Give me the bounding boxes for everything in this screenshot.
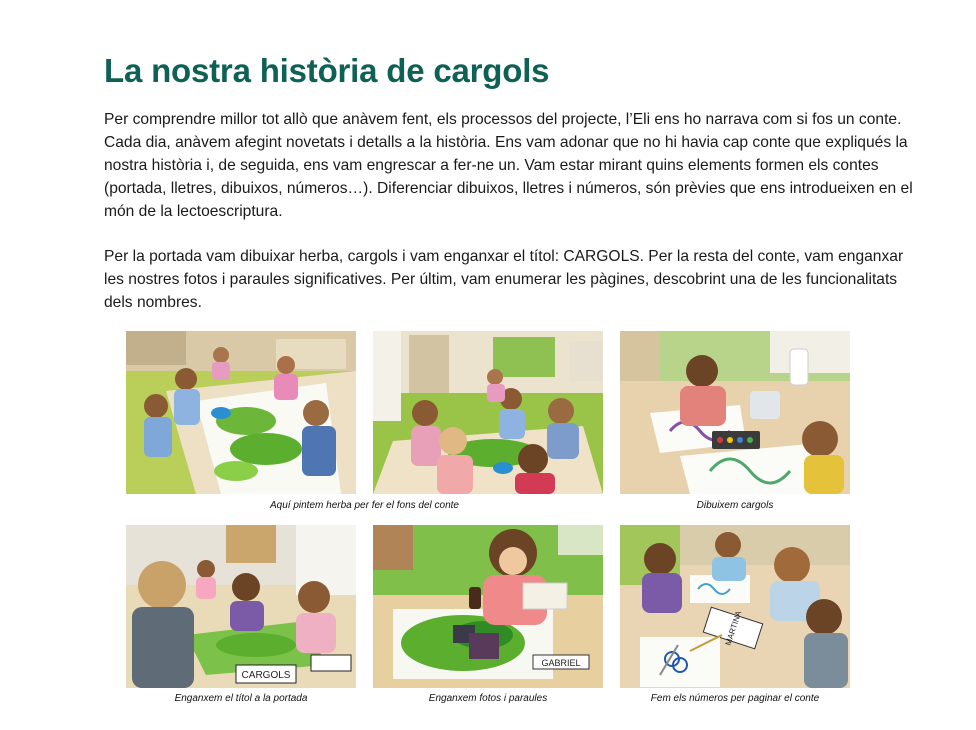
page-title: La nostra història de cargols — [104, 52, 550, 89]
photo-gluing-photos — [373, 525, 603, 688]
caption-row1-right: Dibuixem cargols — [696, 500, 774, 511]
photo-label-martina: MARTINA — [723, 609, 744, 647]
photo-label-cargols: CARGOLS — [241, 670, 291, 681]
photo-gluing-title — [126, 525, 356, 688]
caption-row1-left-center: Aquí pintem herba per fer el fons del conte — [269, 500, 459, 511]
photo-drawing-snails — [620, 331, 850, 494]
photo-painting-grass-1 — [126, 331, 356, 494]
photo-painting-grass-2 — [373, 331, 603, 494]
paragraph-intro: Per comprendre millor tot allò que anàvem fent, els processos del projecte, l’Eli ens ho narrava com si fos un conte. Cada dia, anàvem afegint novetats i detalls a la història. Ens vam adonar que no hi havia cap conte que expliqués la nostra història i, de seguida, ens vam engrescar a fer-ne un. Vam estar mirant quins elements formen els contes (portada, lletres, dibuixos, números…). Diferenciar dibuixos, lletres i números, són prèvies que ens introdueixen en el món de la lectoescriptura. — [104, 111, 913, 220]
caption-row2-left: Enganxem el títol a la portada — [174, 693, 308, 704]
caption-row2-center: Enganxem fotos i paraules — [428, 693, 548, 704]
photo-label-gabriel: GABRIEL — [541, 658, 581, 668]
photo-page-numbers — [620, 525, 850, 688]
caption-row2-right: Fem els números per paginar el conte — [650, 693, 820, 704]
article — [104, 48, 924, 314]
paragraph-process: Per la portada vam dibuixar herba, cargols i vam enganxar el títol: CARGOLS. Per la resta del conte, vam enganxar les nostres fotos i paraules significatives. Per últim, vam enumerar les pàgines, descobrint una de les funcionalitats dels nombres. — [104, 248, 904, 311]
